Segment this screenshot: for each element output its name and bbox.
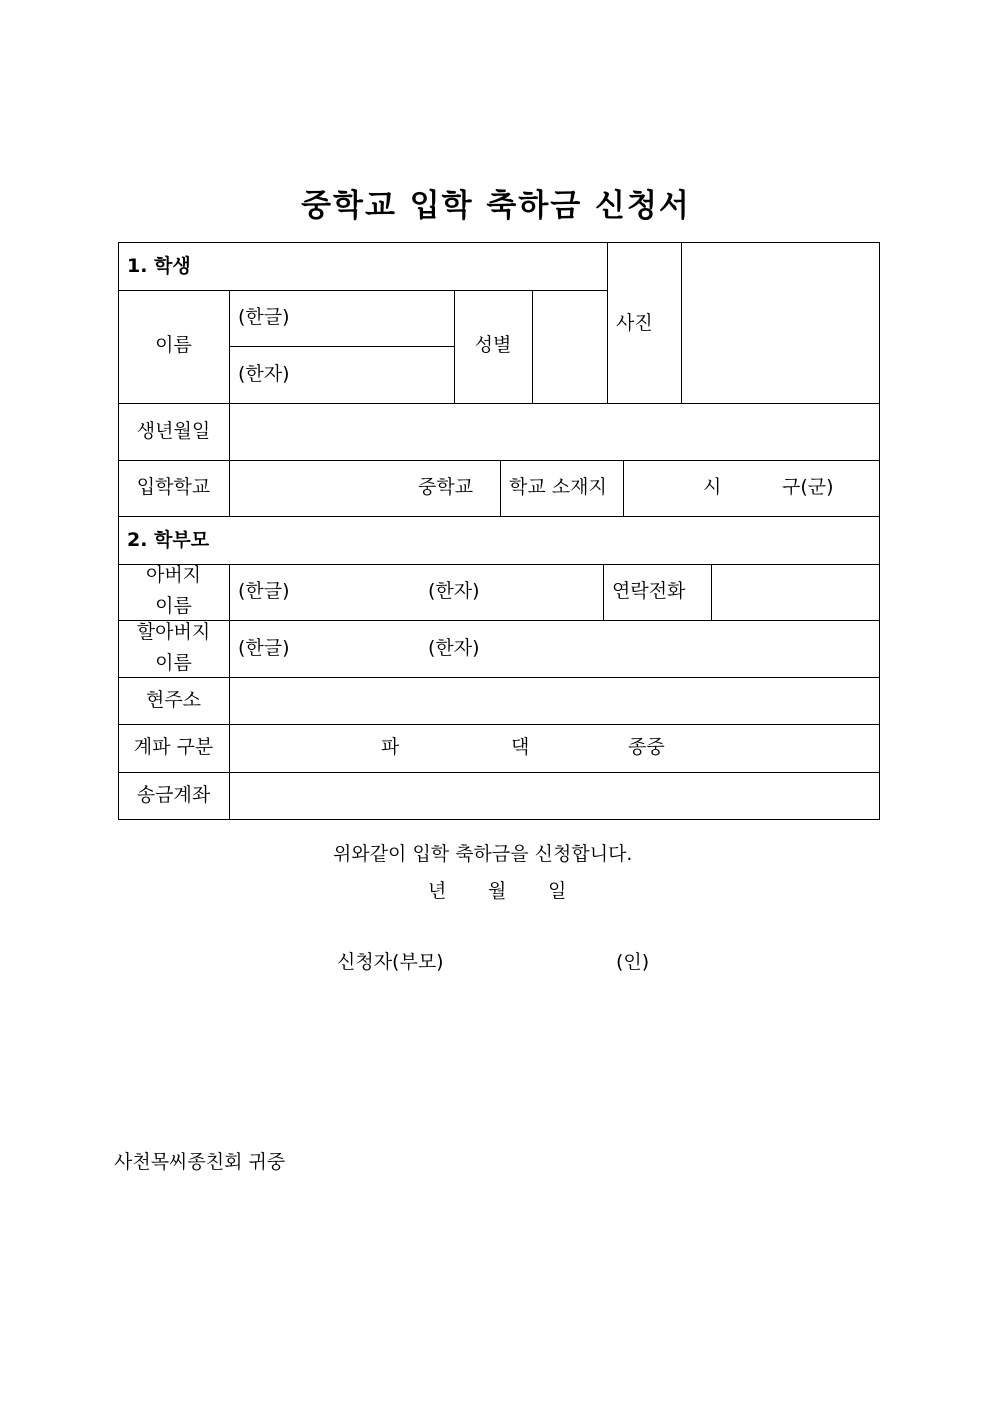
account-label: 송금계좌 (136, 784, 211, 806)
lineage-taek: 댁 (511, 736, 530, 758)
account-field[interactable] (230, 773, 879, 819)
father-hanja-label: (한자) (428, 580, 480, 602)
seal-label: (인) (616, 951, 650, 973)
lineage-pa: 파 (381, 736, 400, 758)
year-label: 년 (428, 880, 447, 902)
phone-label: 연락전화 (612, 580, 686, 602)
recipient-label: 사천목씨종친회 귀중 (114, 1151, 286, 1173)
school-suffix: 중학교 (418, 476, 474, 498)
day-label: 일 (548, 880, 567, 902)
address-field[interactable] (230, 678, 879, 724)
form-title: 중학교 입학 축하금 신청서 (301, 188, 691, 224)
grandfather-label-2: 이름 (155, 652, 192, 674)
district-label: 구(군) (782, 476, 834, 498)
father-hangul-label: (한글) (238, 580, 290, 602)
applicant-label: 신청자(부모) (337, 951, 444, 973)
city-label: 시 (703, 476, 722, 498)
birth-field[interactable] (230, 404, 879, 460)
grandfather-hangul-label: (한글) (238, 637, 290, 659)
school-location-label: 학교 소재지 (509, 476, 607, 498)
name-label: 이름 (155, 334, 192, 356)
photo-box[interactable] (682, 243, 879, 403)
photo-label: 사진 (616, 312, 653, 334)
grandfather-label-1: 할아버지 (136, 621, 211, 643)
gender-field[interactable] (533, 291, 607, 403)
month-label: 월 (488, 880, 507, 902)
statement: 위와같이 입학 축하금을 신청합니다. (333, 843, 633, 865)
section2-heading: 2. 학부모 (127, 529, 210, 551)
section1-heading: 1. 학생 (127, 255, 191, 277)
father-label-1: 아버지 (145, 564, 202, 586)
phone-field[interactable] (712, 565, 879, 620)
gender-label: 성별 (474, 334, 512, 356)
name-hanja-label: (한자) (238, 363, 290, 385)
address-label: 현주소 (145, 689, 202, 711)
lineage-jongjung: 종중 (628, 736, 665, 758)
lineage-label: 계파 구분 (133, 736, 214, 758)
birth-label: 생년월일 (136, 420, 211, 442)
father-label-2: 이름 (155, 595, 192, 617)
school-label: 입학학교 (136, 476, 211, 498)
grandfather-hanja-label: (한자) (428, 637, 480, 659)
name-hangul-label: (한글) (238, 306, 290, 328)
